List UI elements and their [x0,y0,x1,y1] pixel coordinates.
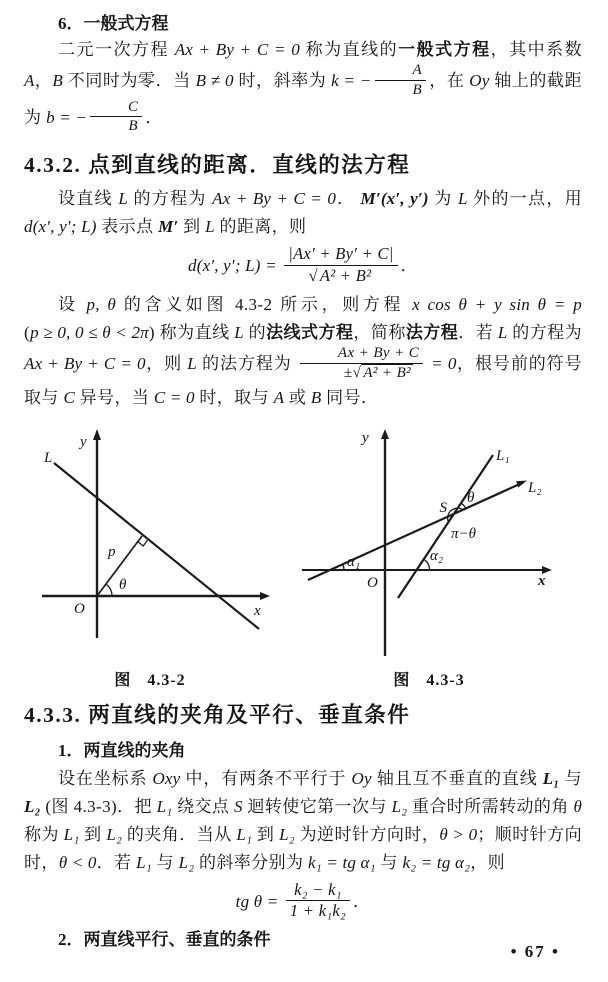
math-run: k₂ = tg α₂ [402,852,471,872]
subheading-parallel-perpendicular: 2．两直线平行、垂直的条件 [58,929,271,949]
math-run: Oy [351,768,372,788]
math-run: θ > 0 [439,824,478,844]
math-run: L₁ [63,824,80,844]
math-run: L₂ [391,796,408,816]
text-run: 轴上的截距为 [24,71,582,127]
text-run: ，简称 [353,323,406,343]
text-run: 时，斜率为 [233,71,332,91]
text-run: ) 称为直线 [148,323,235,343]
line-L1-label: L₁ [496,447,510,464]
math-run: Ax + By + C = 0． [212,189,355,209]
formula-lhs: d(x′, y′; L) = [188,256,282,276]
math-run: θ < 0 [58,852,97,872]
text-run: 表示点 [96,217,159,237]
distance-formula [24,244,582,287]
math-run: B [310,387,322,407]
math-run: Ax + By + C = 0 [174,40,300,59]
point-S-label: S [439,499,447,516]
fraction-denominator [284,266,397,285]
text-run: 重合时所需转动的角 [407,796,574,816]
math-run: L [497,323,508,343]
text-run: 迴转使它第一次与 [242,796,392,816]
paragraph-normal-equation [24,291,582,412]
math-run: S [234,796,243,816]
section-433-title: 4.3.3. 两直线的夹角及平行、垂直条件 [24,702,411,727]
fraction-denominator: B [128,118,138,135]
figure-4-3-3-diagram [300,426,558,661]
radical-sign: √ [352,364,362,381]
right-angle-mark [138,540,148,546]
text-run: ，则 [470,852,506,872]
fraction-numerator: |Ax′ + By′ + C| [284,245,397,265]
item6-title: 6．一般式方程 [58,14,169,33]
text-run: 与 [151,852,179,872]
math-run: d(x′, y′; L) [24,217,97,237]
text-run: 到 [79,824,107,844]
math-run: M′ [158,217,179,237]
math-run: A [273,387,285,407]
radicand: A² + B² [319,265,372,285]
fraction-numerator: C [90,99,142,118]
fraction-denominator [300,364,423,382]
y-axis-arrow-icon [381,429,389,439]
y-axis-arrow-icon [93,429,101,440]
line-L1 [398,455,493,598]
caption-label: 图 [393,671,411,689]
paragraph-distance [24,185,582,241]
math-run: L₂ [106,824,123,844]
math-run: L [234,323,244,343]
math-run: p, θ [86,295,116,315]
text-run: 时，取与 [194,387,274,407]
text-run: ， [34,71,53,91]
bold-term: 法线式方程 [266,323,354,343]
line-L2-label: L₂ [528,479,542,496]
math-run: L₁ [236,824,253,844]
paragraph-angle-between-lines [24,765,582,877]
normal-equation-fraction [300,345,423,382]
math-run: = 0 [426,354,457,374]
math-run: L₁ [136,852,152,872]
math-run: L [205,217,215,237]
subheading-angle: 1．两直线的夹角 [58,740,186,760]
origin-label: O [367,574,378,591]
figure-4-3-2-diagram [30,426,270,661]
fraction-denominator: B [412,81,423,98]
math-run: M′(x′, y′) [360,189,429,209]
text-run: 设 [58,295,87,315]
text-run: 二元一次方程 [58,40,175,59]
text-run: ，根号前的符号取与 [24,354,582,407]
text-run: ，其中系数 [490,40,583,59]
x-axis-label: x [254,602,261,619]
math-run: L [187,354,197,374]
tangent-formula [24,879,582,923]
text-run: 的方程为 [128,189,213,209]
origin-label: O [74,600,85,617]
figures-row [24,426,582,690]
text-run: 同号． [321,387,379,407]
text-run: 异号，当 [75,387,154,407]
theta-arc [106,584,112,596]
caption-number: 4.3-3 [426,671,465,689]
section-432-title: 4.3.2. 点到直线的距离．直线的法方程 [24,153,411,178]
math-run: L₂ [178,852,195,872]
text-run: 不同时为零．当 [62,71,196,91]
text-run: ，则 [145,354,188,374]
text-run: ；顺时针方向时， [24,824,583,872]
theta-label: θ [467,489,475,506]
text-run: 外的一点，用 [467,189,582,209]
formula-lhs: tg θ = [235,891,283,911]
line-L2-arrow-icon [516,480,527,487]
text-run: 设直线 [58,189,119,209]
math-run: L₂ [279,824,295,844]
text-run: 的法方程为 [196,354,297,374]
text-run: 称为直线的 [299,40,399,59]
math-run: C = 0 [153,387,195,407]
math-run: L₁ [156,796,173,816]
alpha2-label: α₂ [430,547,444,564]
figure-4-3-3-caption [300,667,558,690]
page-number: • 67 • [510,942,560,961]
p-label: p [108,543,116,560]
math-run: A [24,71,35,91]
text-run: 轴且互不垂直的直线 [371,768,543,788]
text-run: 设在坐标系 [58,768,153,788]
formula-end: ． [353,891,371,911]
text-run: 的含义如图 4.3-2 所示，则方程 [115,295,413,315]
y-axis-label: y [362,429,369,446]
radical-sign: √ [308,265,318,285]
fraction-A-over-B [375,62,427,99]
fraction-denominator: 1 + k₁k₂ [289,901,347,921]
text-run: 的距离，则 [214,217,307,237]
alpha2-arc [424,559,430,570]
theta-arc [461,503,466,508]
math-run: L₂ [24,796,41,816]
math-run: L₁ [542,768,560,788]
line-L-label: L [44,449,53,466]
figure-4-3-2-caption [30,667,270,690]
figure-4-3-2 [30,426,270,690]
text-run: 与 [559,768,582,788]
math-run: L [458,189,468,209]
x-axis-arrow-icon [260,592,270,600]
fraction-numerator: k₂ − k₁ [286,881,350,901]
bold-term: 法方程 [405,323,459,343]
text-run: 到 [178,217,206,237]
text-run: ． [145,107,163,127]
math-run: B [52,71,63,91]
math-run: θ [573,796,583,816]
text-run: ．若 [458,323,498,343]
math-run: k₁ = tg α₁ [308,852,376,872]
text-run: 绕交点 [172,796,235,816]
pi-minus-theta-label: π−θ [451,525,477,542]
formula-end: ． [400,256,418,276]
math-run: L [118,189,129,209]
text-run: 的斜率分别为 [194,852,309,872]
y-axis-label: y [80,433,87,450]
figure-4-3-3 [300,426,558,690]
text-run: 到 [252,824,280,844]
caption-label: 图 [114,671,132,689]
text-run: 称为 [24,824,64,844]
bold-term: 一般式方程 [398,40,491,59]
paragraph-general-form [24,36,582,137]
text-run: ．若 [96,852,137,872]
x-axis-label: x [538,572,546,589]
math-run: B ≠ 0 [195,71,234,91]
text-run: 为逆时针方向时， [294,824,440,844]
text-run: 中，有两条不平行于 [180,768,352,788]
math-run: Oy [469,71,490,91]
line-L2 [308,483,522,580]
math-run: k = − [331,71,372,91]
fraction-numerator: A [375,62,427,81]
text-run: 的夹角．当从 [122,824,237,844]
formula-fraction [286,881,350,921]
math-run: Oxy [152,768,181,788]
text-run: ，在 [429,71,470,91]
math-run: p ≥ 0, 0 ≤ θ < 2π [30,323,149,343]
plus-minus-sign: ± [344,364,353,381]
text-run: 的 [243,323,267,343]
formula-fraction [284,245,397,285]
math-run: C [63,387,75,407]
math-run: b = − [46,107,88,127]
radicand: A² + B² [363,364,412,381]
text-run: (图 4.3-3)．把 [40,796,157,816]
text-run: ( [24,323,31,343]
theta-label: θ [119,576,127,593]
text-run: 为 [428,189,459,209]
fraction-numerator: Ax + By + C [300,345,423,364]
text-run: 与 [375,852,403,872]
text-run: 的方程为 [507,323,583,343]
caption-number: 4.3-2 [147,671,186,689]
alpha1-label: α₁ [347,553,361,570]
math-run: x cos θ + y sin θ = p [412,295,582,315]
text-run: 或 [284,387,311,407]
math-run: Ax + By + C = 0 [24,354,146,374]
fraction-C-over-B [90,99,142,136]
